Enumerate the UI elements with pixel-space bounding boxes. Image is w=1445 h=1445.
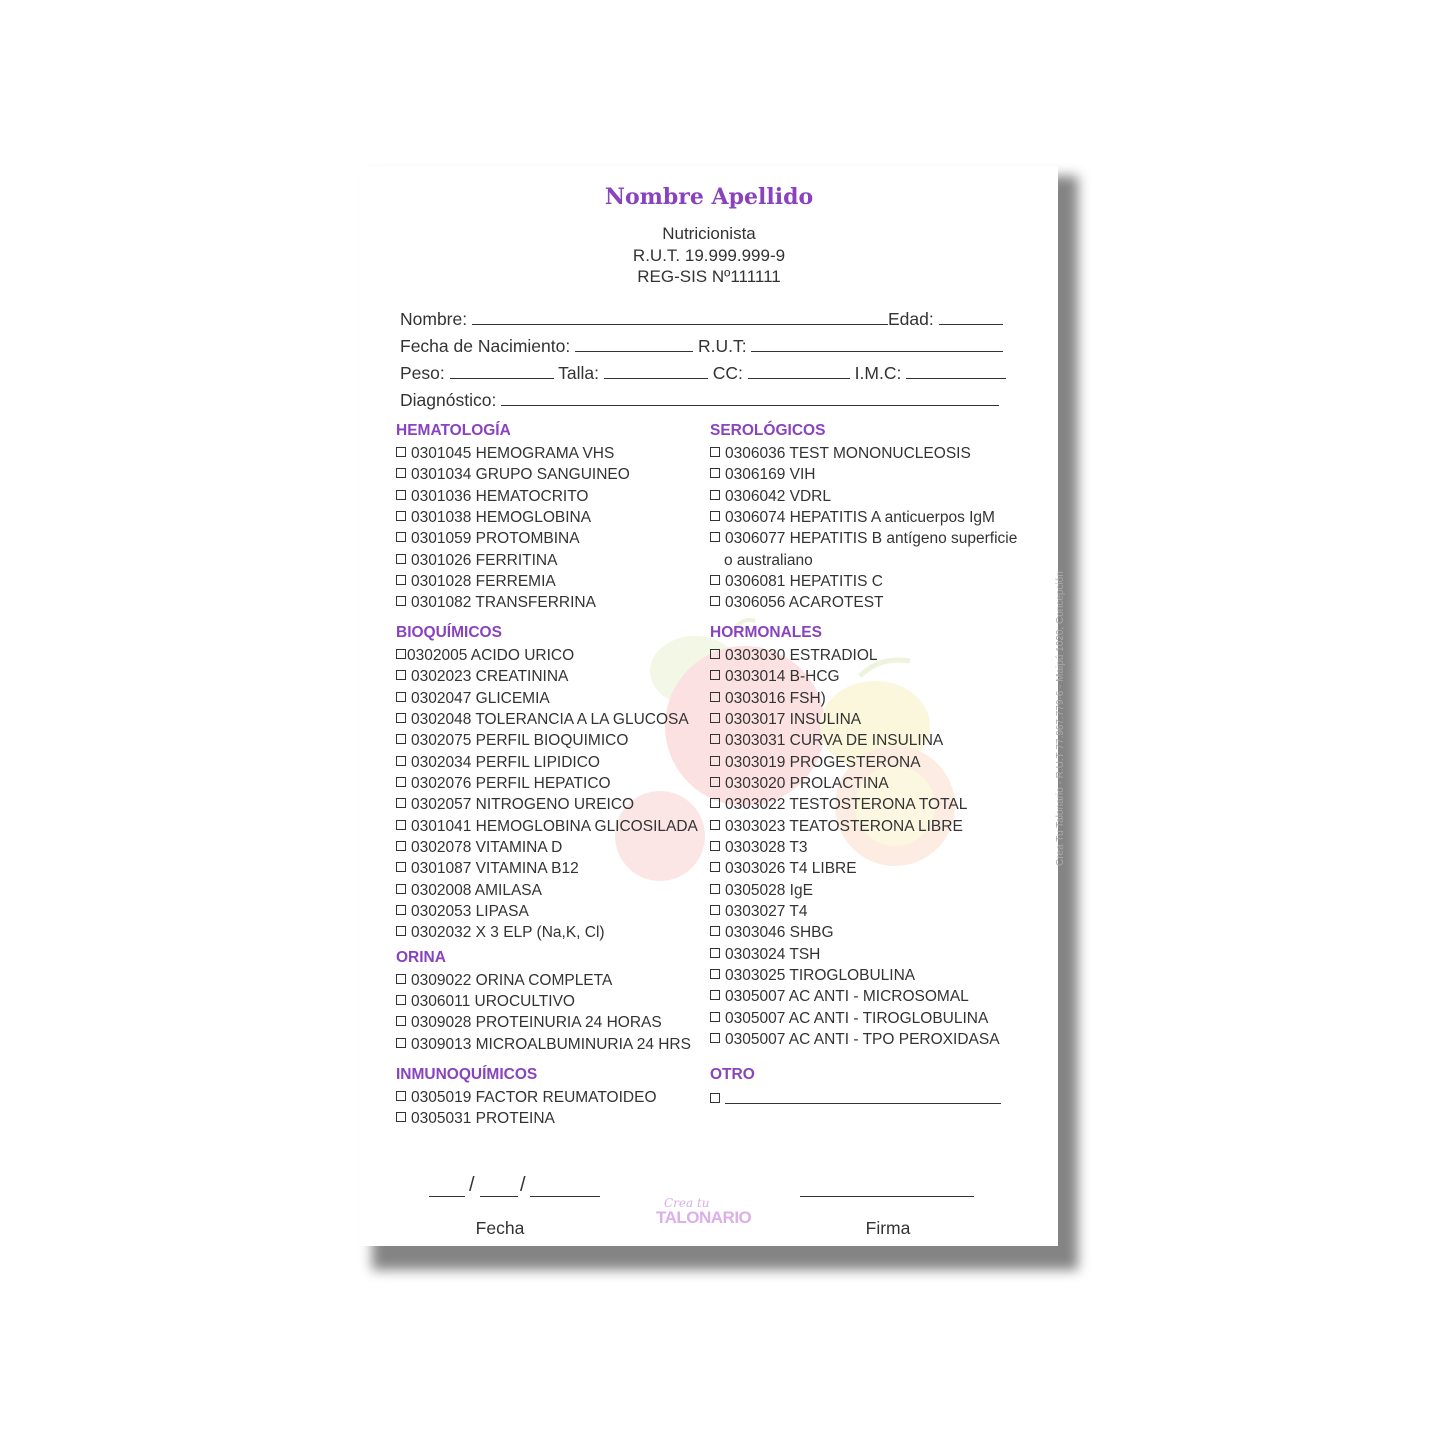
edad-field[interactable]: [939, 308, 1003, 325]
checkbox[interactable]: [710, 905, 720, 915]
doctor-name: Nombre Apellido: [604, 184, 814, 210]
list-item[interactable]: 0302076 PERFIL HEPATICO: [396, 773, 611, 794]
date-day-line[interactable]: [429, 1196, 465, 1197]
list-item[interactable]: 0303014 B-HCG: [710, 666, 840, 687]
list-item[interactable]: 0306011 UROCULTIVO: [396, 991, 575, 1012]
list-item[interactable]: 0302053 LIPASA: [396, 901, 529, 922]
checkbox[interactable]: [396, 1112, 406, 1122]
list-item[interactable]: 0303031 CURVA DE INSULINA: [710, 730, 943, 751]
diagnostico-field[interactable]: [501, 389, 999, 406]
peso-label: Peso:: [400, 363, 445, 383]
list-item[interactable]: 0302023 CREATININA: [396, 666, 568, 687]
list-item[interactable]: 0305031 PROTEINA: [396, 1108, 555, 1129]
section-hematologia: HEMATOLOGÍA: [396, 422, 511, 439]
checkbox[interactable]: [710, 1012, 720, 1022]
checkbox[interactable]: [396, 554, 406, 564]
list-item[interactable]: 0303022 TESTOSTERONA TOTAL: [710, 794, 967, 815]
list-item[interactable]: 0309028 PROTEINURIA 24 HORAS: [396, 1012, 662, 1033]
list-item[interactable]: 0305028 IgE: [710, 880, 813, 901]
diagnostico-label: Diagnóstico:: [400, 390, 497, 410]
list-item[interactable]: 0301028 FERREMIA: [396, 571, 556, 592]
checkbox[interactable]: [710, 1093, 720, 1103]
row-nacimiento: [400, 335, 1003, 357]
nombre-label: Nombre:: [400, 309, 468, 329]
checkbox[interactable]: [710, 670, 720, 680]
list-item[interactable]: 0305019 FACTOR REUMATOIDEO: [396, 1087, 657, 1108]
firma-label: Firma: [865, 1218, 911, 1238]
peso-field[interactable]: [450, 362, 554, 379]
list-item[interactable]: 0303026 T4 LIBRE: [710, 858, 857, 879]
list-item[interactable]: 0302075 PERFIL BIOQUIMICO: [396, 730, 628, 751]
checkbox[interactable]: [710, 468, 720, 478]
rut-label: R.U.T:: [697, 336, 747, 356]
checkbox[interactable]: [710, 862, 720, 872]
section-inmunoquimicos: INMUNOQUÍMICOS: [396, 1066, 538, 1083]
checkbox[interactable]: [710, 756, 720, 766]
list-item[interactable]: 0306036 TEST MONONUCLEOSIS: [710, 443, 971, 464]
checkbox[interactable]: [396, 713, 406, 723]
checkbox[interactable]: [396, 447, 406, 457]
section-otro: OTRO: [710, 1066, 755, 1083]
lab-order-sheet: [360, 166, 1066, 1246]
checkbox[interactable]: [396, 734, 406, 744]
date-year-line[interactable]: [530, 1196, 600, 1197]
checkbox[interactable]: [396, 575, 406, 585]
checkbox[interactable]: [396, 1038, 406, 1048]
imc-field[interactable]: [906, 362, 1006, 379]
date-slash: /: [469, 1174, 475, 1196]
registration-number: REG-SIS Nº111111: [637, 267, 781, 286]
checkbox[interactable]: [396, 670, 406, 680]
checkbox[interactable]: [396, 841, 406, 851]
list-item[interactable]: 0302047 GLICEMIA: [396, 688, 550, 709]
list-item[interactable]: 0303027 T4: [710, 901, 807, 922]
list-item[interactable]: 0303028 T3: [710, 837, 807, 858]
profession: Nutricionista: [662, 224, 756, 243]
cc-label: CC:: [712, 363, 743, 383]
list-item[interactable]: 0301059 PROTOMBINA: [396, 528, 580, 549]
checkbox[interactable]: [710, 734, 720, 744]
checkbox[interactable]: [396, 692, 406, 702]
list-item[interactable]: 0306042 VDRL: [710, 486, 831, 507]
list-item[interactable]: 0303030 ESTRADIOL: [710, 645, 878, 666]
section-orina: ORINA: [396, 949, 446, 966]
signature-line[interactable]: [800, 1196, 974, 1197]
section-serologicos: SEROLÓGICOS: [710, 422, 826, 439]
checkbox[interactable]: [396, 756, 406, 766]
fecha-nacimiento-label: Fecha de Nacimiento:: [400, 336, 571, 356]
list-item[interactable]: 0302034 PERFIL LIPIDICO: [396, 752, 600, 773]
list-item[interactable]: 0301045 HEMOGRAMA VHS: [396, 443, 614, 464]
list-item[interactable]: 0303017 INSULINA: [710, 709, 861, 730]
checkbox[interactable]: [396, 926, 406, 936]
list-item[interactable]: 0303046 SHBG: [710, 922, 834, 943]
checkbox[interactable]: [710, 490, 720, 500]
checkbox[interactable]: [396, 777, 406, 787]
checkbox[interactable]: [710, 511, 720, 521]
checkbox[interactable]: [710, 692, 720, 702]
list-item[interactable]: 0303016 FSH): [710, 688, 826, 709]
list-item[interactable]: 0302078 VITAMINA D: [396, 837, 562, 858]
talla-field[interactable]: [604, 362, 708, 379]
checkbox[interactable]: [710, 649, 720, 659]
checkbox[interactable]: [710, 596, 720, 606]
row-diagnostico: [400, 389, 999, 411]
checkbox[interactable]: [710, 820, 720, 830]
checkbox[interactable]: [396, 532, 406, 542]
checkbox[interactable]: [396, 596, 406, 606]
list-item[interactable]: 0302057 NITROGENO UREICO: [396, 794, 634, 815]
list-item[interactable]: 0302048 TOLERANCIA A LA GLUCOSA: [396, 709, 689, 730]
checkbox[interactable]: [710, 532, 720, 542]
checkbox[interactable]: [396, 1016, 406, 1026]
list-item[interactable]: 0306169 VIH: [710, 464, 816, 485]
list-item[interactable]: 0303025 TIROGLOBULINA: [710, 965, 915, 986]
checkbox[interactable]: [710, 713, 720, 723]
list-item[interactable]: 0303019 PROGESTERONA: [710, 752, 921, 773]
logo-script: Crea tu: [664, 1196, 710, 1210]
list-item[interactable]: 0302005 ACIDO URICO: [396, 645, 574, 666]
list-item[interactable]: 0306077 HEPATITIS B antígeno superficie: [710, 528, 1017, 549]
list-item-continuation: o australiano: [724, 552, 813, 569]
checkbox[interactable]: [710, 841, 720, 851]
list-item[interactable]: 0305007 AC ANTI - MICROSOMAL: [710, 986, 969, 1007]
list-item[interactable]: 0301038 HEMOGLOBINA: [396, 507, 591, 528]
list-item[interactable]: 0303020 PROLACTINA: [710, 773, 889, 794]
imc-label: I.M.C:: [854, 363, 902, 383]
section-hormonales: HORMONALES: [710, 624, 822, 641]
otro-item[interactable]: [710, 1087, 1001, 1110]
brand-logo: [656, 1196, 756, 1236]
printer-imprint: Crea Tu Talonario - R.U.T 77.967.779-6 - Maipú 1020, Concepción: [1055, 571, 1066, 866]
checkbox[interactable]: [710, 798, 720, 808]
checkbox[interactable]: [396, 884, 406, 894]
checkbox[interactable]: [710, 575, 720, 585]
logo-main: TALONARIO: [656, 1208, 752, 1227]
date-month-line[interactable]: [480, 1196, 518, 1197]
list-item[interactable]: 0306081 HEPATITIS C: [710, 571, 883, 592]
checkbox[interactable]: [710, 447, 720, 457]
list-item[interactable]: 0301041 HEMOGLOBINA GLICOSILADA: [396, 816, 698, 837]
list-item[interactable]: 0302032 X 3 ELP (Na,K, Cl): [396, 922, 605, 943]
checkbox[interactable]: [710, 777, 720, 787]
list-item[interactable]: 0301036 HEMATOCRITO: [396, 486, 588, 507]
otro-field[interactable]: [725, 1087, 1001, 1104]
checkbox[interactable]: [710, 969, 720, 979]
list-item[interactable]: 0305007 AC ANTI - TIROGLOBULINA: [710, 1008, 988, 1029]
list-item[interactable]: 0303024 TSH: [710, 944, 820, 965]
list-item[interactable]: 0306056 ACAROTEST: [710, 592, 884, 613]
fecha-label: Fecha: [475, 1218, 525, 1238]
checkbox[interactable]: [396, 905, 406, 915]
nombre-field[interactable]: [472, 308, 888, 325]
doctor-rut: R.U.T. 19.999.999-9: [632, 246, 786, 265]
rut-field[interactable]: [751, 335, 1003, 352]
checkbox[interactable]: [396, 511, 406, 521]
list-item[interactable]: 0301087 VITAMINA B12: [396, 858, 579, 879]
checkbox[interactable]: [710, 990, 720, 1000]
checkbox[interactable]: [396, 1091, 406, 1101]
list-item[interactable]: 0306074 HEPATITIS A anticuerpos IgM: [710, 507, 995, 528]
list-item[interactable]: 0309022 ORINA COMPLETA: [396, 970, 612, 991]
row-nombre: [400, 308, 1003, 330]
fecha-nacimiento-field[interactable]: [575, 335, 693, 352]
list-item[interactable]: 0301082 TRANSFERRINA: [396, 592, 596, 613]
checkbox[interactable]: [396, 490, 406, 500]
list-item[interactable]: 0303023 TEATOSTERONA LIBRE: [710, 816, 963, 837]
checkbox[interactable]: [710, 884, 720, 894]
checkbox[interactable]: [396, 974, 406, 984]
checkbox[interactable]: [396, 820, 406, 830]
list-item[interactable]: 0301034 GRUPO SANGUINEO: [396, 464, 630, 485]
checkbox[interactable]: [710, 948, 720, 958]
list-item[interactable]: 0301026 FERRITINA: [396, 550, 557, 571]
checkbox[interactable]: [710, 926, 720, 936]
checkbox[interactable]: [710, 1033, 720, 1043]
list-item[interactable]: 0305007 AC ANTI - TPO PEROXIDASA: [710, 1029, 1000, 1050]
checkbox[interactable]: [396, 798, 406, 808]
checkbox[interactable]: [396, 862, 406, 872]
checkbox[interactable]: [396, 995, 406, 1005]
date-slash: /: [520, 1174, 526, 1196]
row-medidas: [400, 362, 1006, 384]
cc-field[interactable]: [748, 362, 850, 379]
talla-label: Talla:: [558, 363, 600, 383]
list-item[interactable]: 0302008 AMILASA: [396, 880, 542, 901]
edad-label: Edad:: [887, 309, 934, 329]
checkbox[interactable]: [396, 468, 406, 478]
list-item[interactable]: 0309013 MICROALBUMINURIA 24 HRS: [396, 1034, 691, 1055]
section-bioquimicos: BIOQUÍMICOS: [396, 624, 502, 641]
checkbox[interactable]: [396, 649, 406, 659]
